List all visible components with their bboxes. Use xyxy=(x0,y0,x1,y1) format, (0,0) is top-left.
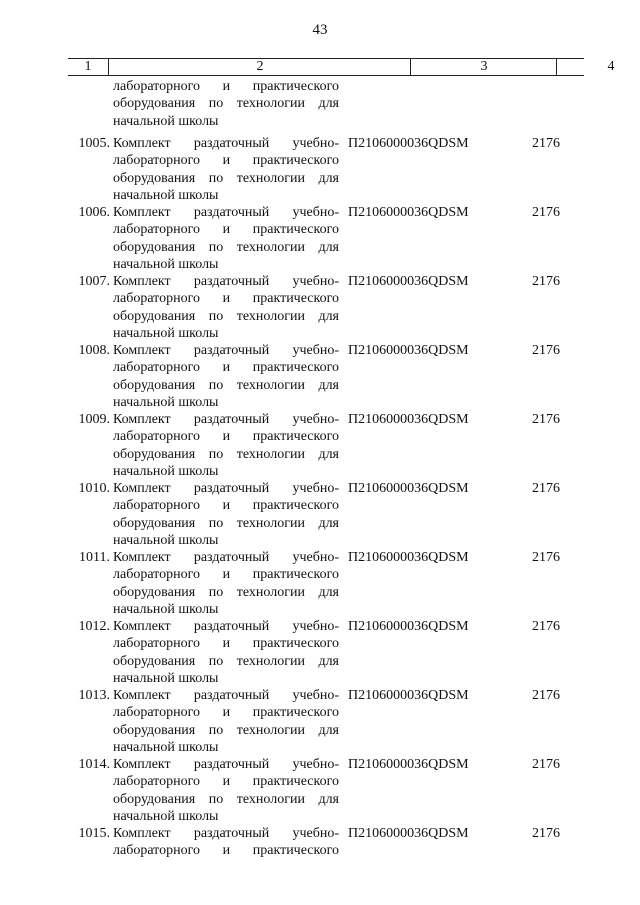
row-number: 1008. xyxy=(78,343,110,358)
name-line: оборудования по технологии для xyxy=(113,377,339,393)
row-quantity: 2176 xyxy=(532,826,560,841)
row-code: П2106000036QDSM xyxy=(348,550,469,565)
name-line: лабораторного и практического xyxy=(113,774,339,790)
row-number: 1006. xyxy=(78,205,110,220)
row-name xyxy=(113,135,339,204)
name-line: начальной школы xyxy=(113,601,219,617)
row-number: 1013. xyxy=(78,688,110,703)
row-number: 1005. xyxy=(78,136,110,151)
table-row xyxy=(0,480,640,549)
name-line: лабораторного и практического xyxy=(113,498,339,514)
row-quantity: 2176 xyxy=(532,688,560,703)
row-name xyxy=(113,618,339,687)
row-code: П2106000036QDSM xyxy=(348,274,469,289)
row-number: 1015. xyxy=(78,826,110,841)
name-line: оборудования по технологии для xyxy=(113,791,339,807)
row-number: 1007. xyxy=(78,274,110,289)
column-header-2: 2 xyxy=(108,59,411,75)
name-line: Комплект раздаточный учебно- xyxy=(113,757,339,772)
row-quantity: 2176 xyxy=(532,136,560,151)
row-code: П2106000036QDSM xyxy=(348,205,469,220)
row-code: П2106000036QDSM xyxy=(348,688,469,703)
row-code: П2106000036QDSM xyxy=(348,412,469,427)
table-row xyxy=(0,756,640,825)
name-line: начальной школы xyxy=(113,325,219,341)
table-body xyxy=(0,78,640,894)
name-line: начальной школы xyxy=(113,256,219,272)
page-number: 43 xyxy=(312,22,328,38)
table-row xyxy=(0,273,640,342)
table-row xyxy=(0,135,640,204)
row-quantity: 2176 xyxy=(532,412,560,427)
name-line: Комплект раздаточный учебно- xyxy=(113,136,339,151)
table-row xyxy=(0,687,640,756)
row-code: П2106000036QDSM xyxy=(348,619,469,634)
table-row xyxy=(0,342,640,411)
name-line: Комплект раздаточный учебно- xyxy=(113,550,339,565)
name-line: начальной школы xyxy=(113,394,219,410)
table-row xyxy=(0,411,640,480)
name-line: лабораторного и практического xyxy=(113,79,339,94)
name-line: лабораторного и практического xyxy=(113,705,339,721)
table-row xyxy=(0,204,640,273)
name-line: оборудования по технологии для xyxy=(113,170,339,186)
name-line: начальной школы xyxy=(113,463,219,479)
row-name xyxy=(113,480,339,549)
row-name xyxy=(113,756,339,825)
table-header xyxy=(68,58,615,76)
column-header-4 xyxy=(556,59,615,75)
name-line: лабораторного и практического xyxy=(113,636,339,652)
name-line: оборудования по технологии для xyxy=(113,446,339,462)
row-number: 1010. xyxy=(78,481,110,496)
name-line: Комплект раздаточный учебно- xyxy=(113,343,339,358)
name-line: Комплект раздаточный учебно- xyxy=(113,619,339,634)
column-header-1: 1 xyxy=(84,59,92,74)
row-quantity: 2176 xyxy=(532,481,560,496)
column-header-4-label: 4 xyxy=(607,59,615,74)
row-quantity: 2176 xyxy=(532,274,560,289)
name-line: лабораторного и практического xyxy=(113,360,339,376)
name-line: оборудования по технологии для xyxy=(113,515,339,531)
name-line: лабораторного и практического xyxy=(113,291,339,307)
name-line: лабораторного и практического xyxy=(113,567,339,583)
row-name xyxy=(113,273,339,342)
row-code: П2106000036QDSM xyxy=(348,136,469,151)
row-code: П2106000036QDSM xyxy=(348,481,469,496)
name-line: оборудования по технологии для xyxy=(113,96,339,112)
row-quantity: 2176 xyxy=(532,343,560,358)
table-row xyxy=(0,618,640,687)
name-line: начальной школы xyxy=(113,670,219,686)
row-code: П2106000036QDSM xyxy=(348,343,469,358)
row-name xyxy=(113,342,339,411)
name-line: начальной школы xyxy=(113,739,219,755)
name-line: начальной школы xyxy=(113,187,219,203)
row-number: 1014. xyxy=(78,757,110,772)
name-line: Комплект раздаточный учебно- xyxy=(113,688,339,703)
continuation-row xyxy=(0,78,640,135)
row-quantity: 2176 xyxy=(532,550,560,565)
name-line: начальной школы xyxy=(113,532,219,548)
name-line: лабораторного и практического xyxy=(113,843,339,859)
name-line: оборудования по технологии для xyxy=(113,653,339,669)
name-line: Комплект раздаточный учебно- xyxy=(113,826,339,841)
name-line: лабораторного и практического xyxy=(113,222,339,238)
name-line: начальной школы xyxy=(113,113,219,129)
row-code: П2106000036QDSM xyxy=(348,826,469,841)
name-line: Комплект раздаточный учебно- xyxy=(113,481,339,496)
name-line: Комплект раздаточный учебно- xyxy=(113,274,339,289)
name-line: Комплект раздаточный учебно- xyxy=(113,412,339,427)
name-line: оборудования по технологии для xyxy=(113,239,339,255)
name-line: оборудования по технологии для xyxy=(113,722,339,738)
name-line: Комплект раздаточный учебно- xyxy=(113,205,339,220)
row-name xyxy=(113,411,339,480)
row-number: 1011. xyxy=(79,550,110,565)
row-number: 1009. xyxy=(78,412,110,427)
row-name xyxy=(113,825,339,860)
row-quantity: 2176 xyxy=(532,619,560,634)
name-line: оборудования по технологии для xyxy=(113,584,339,600)
row-name xyxy=(113,204,339,273)
row-code: П2106000036QDSM xyxy=(348,757,469,772)
row-name xyxy=(113,687,339,756)
name-line: оборудования по технологии для xyxy=(113,308,339,324)
row-quantity: 2176 xyxy=(532,757,560,772)
name-line: лабораторного и практического xyxy=(113,429,339,445)
name-line: лабораторного и практического xyxy=(113,153,339,169)
table-row xyxy=(0,549,640,618)
table-row xyxy=(0,825,640,894)
row-quantity: 2176 xyxy=(532,205,560,220)
row-name xyxy=(113,549,339,618)
column-header-3: 3 xyxy=(410,59,557,75)
row-number: 1012. xyxy=(78,619,110,634)
continuation-name xyxy=(113,78,339,130)
name-line: начальной школы xyxy=(113,808,219,824)
